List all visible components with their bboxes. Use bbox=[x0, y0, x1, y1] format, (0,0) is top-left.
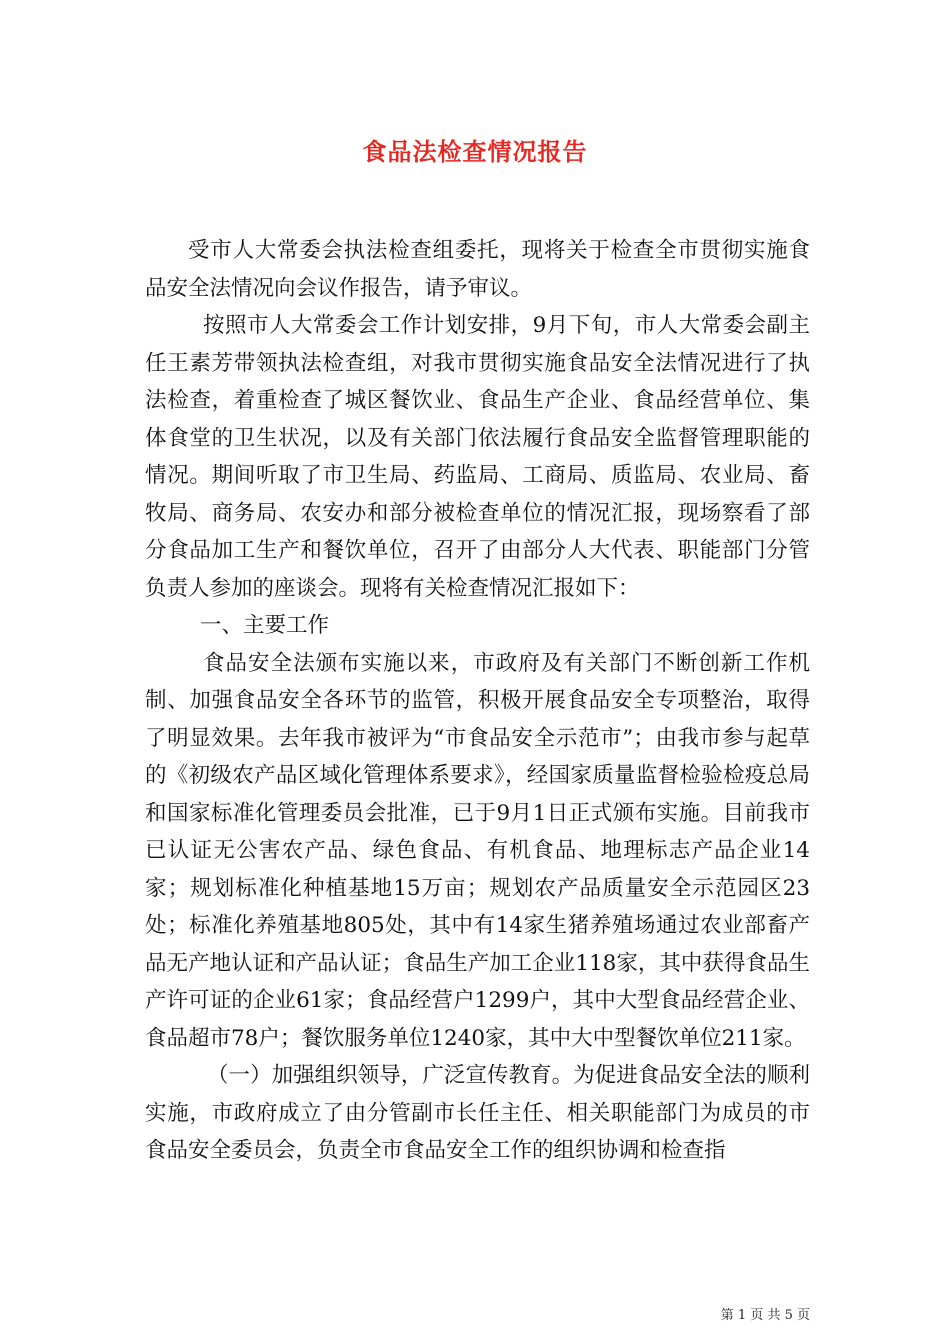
paragraph-organization: （一）加强组织领导，广泛宣传教育。为促进食品安全法的顺利实施，市政府成立了由分管副市长任主任、相关职能部门为成员的市食品安全委员会，负责全市食品安全工作的组织协调和检查指 bbox=[145, 1063, 810, 1163]
paragraph-main-work: 食品安全法颁布实施以来，市政府及有关部门不断创新工作机制、加强食品安全各环节的监管，积极开展食品安全专项整治，取得了明显效果。去年我市被评为“市食品安全示范市”；由我市参与起草的《初级农产品区域化管理体系要求》，经国家质量监督检验检疫总局和国家标准化管理委员会批准，已于9月1日正式颁布实施。目前我市已认证无公害农产品、绿色食品、有机食品、地理标志产品企业14家；规划标准化种植基地15万亩；规划农产品质量安全示范园区23处；标准化养殖基地805处，其中有14家生猪养殖场通过农业部畜产品无产地认证和产品认证；食品生产加工企业118家，其中获得食品生产许可证的企业61家；食品经营户1299户，其中大型食品经营企业、食品超市78户；餐饮服务单位1240家，其中大中型餐饮单位211家。 bbox=[145, 650, 810, 1051]
paragraph-background: 按照市人大常委会工作计划安排，9月下旬，市人大常委会副主任王素芳带领执法检查组，对我市贯彻实施食品安全法情况进行了执法检查，着重检查了城区餐饮业、食品生产企业、食品经营单位、集体食堂的卫生状况，以及有关部门依法履行食品安全监督管理职能的情况。期间听取了市卫生局、药监局、工商局、质监局、农业局、畜牧局、商务局、农安办和部分被检查单位的情况汇报，现场察看了部分食品加工生产和餐饮单位，召开了由部分人大代表、职能部门分管负责人参加的座谈会。现将有关检查情况汇报如下： bbox=[145, 313, 810, 601]
section-heading-main-work: 一、主要工作 bbox=[200, 613, 330, 638]
document-body bbox=[145, 232, 810, 1170]
page-title: 食品法检查情况报告 bbox=[362, 137, 588, 166]
page-footer: 第 1 页 共 5 页 bbox=[720, 1308, 810, 1323]
paragraph-intro: 受市人大常委会执法检查组委托，现将关于检查全市贯彻实施食品安全法情况向会议作报告，请予审议。 bbox=[145, 238, 810, 301]
